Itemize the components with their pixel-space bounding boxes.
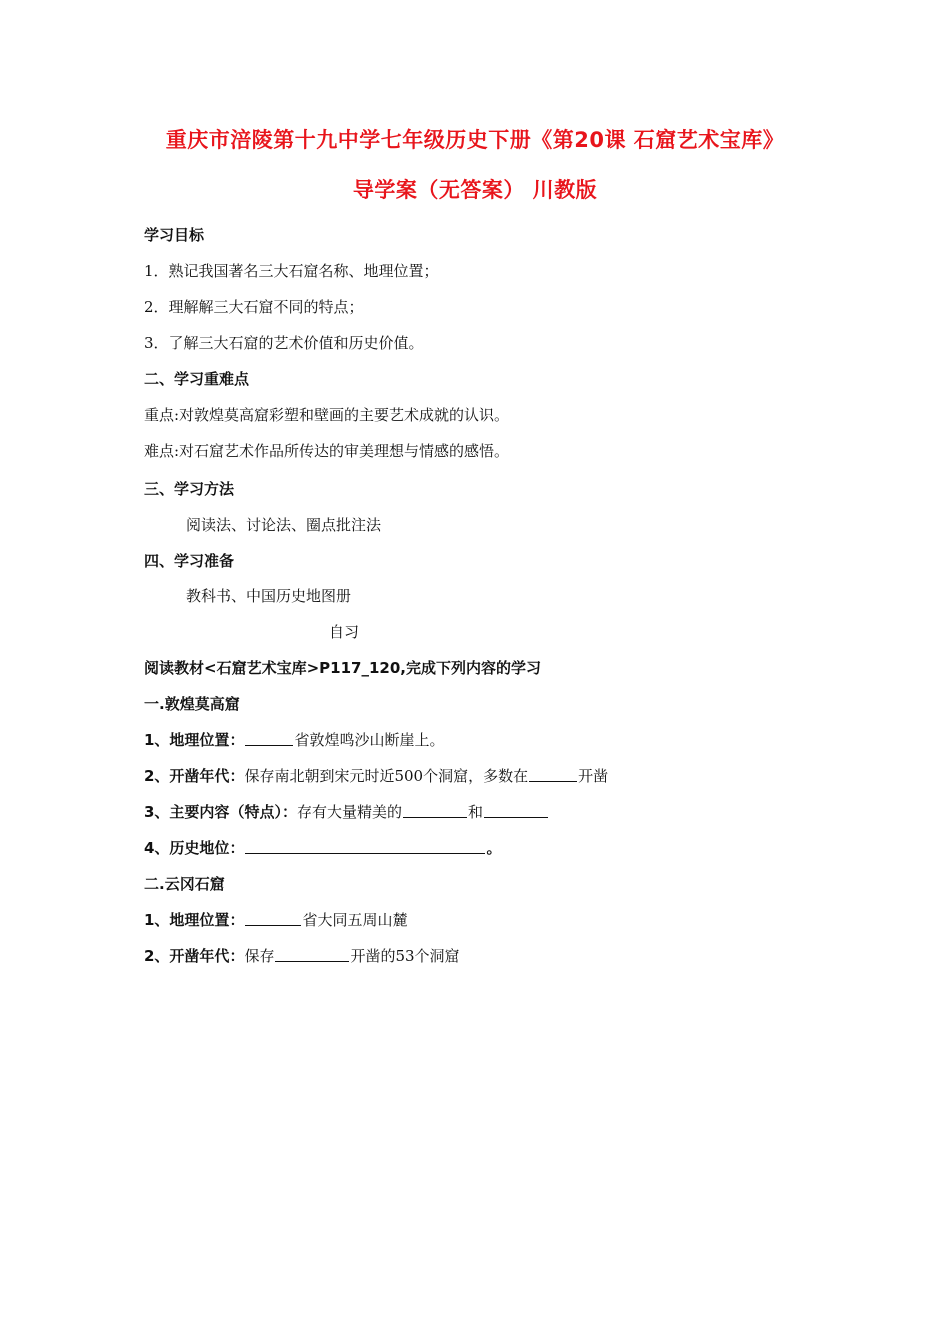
mogao-status-label: 4、历史地位：: [144, 839, 245, 857]
mogao-status-end: 。: [486, 839, 502, 857]
fill-blank[interactable]: [484, 803, 548, 818]
mogao-location: [144, 730, 444, 750]
mogao-content-text-b: 和: [467, 803, 483, 821]
mogao-heading: 一.敦煌莫高窟: [144, 695, 240, 713]
mogao-content: [144, 802, 549, 822]
fill-blank[interactable]: [529, 767, 577, 782]
methods-heading: 三、学习方法: [144, 480, 235, 498]
goal-item-2: 2．理解解三大石窟不同的特点；: [144, 298, 364, 316]
fill-blank[interactable]: [275, 947, 349, 962]
difficulties-heading: 二、学习重难点: [144, 370, 250, 388]
mogao-era-text-a: 保存南北朝到宋元时近500个洞窟，多数在: [244, 767, 529, 785]
goals-heading: 学习目标: [144, 226, 205, 244]
fill-blank[interactable]: [245, 731, 293, 746]
goal-item-3: 3．了解三大石窟的艺术价值和历史价值。: [144, 334, 424, 352]
mogao-status: [144, 838, 501, 858]
preparation-text: 教科书、中国历史地图册: [186, 587, 352, 605]
fill-blank[interactable]: [245, 911, 301, 926]
difficult-point: 难点:对石窟艺术作品所传达的审美理想与情感的感悟。: [144, 442, 510, 460]
yungang-location-text: 省大同五周山麓: [302, 911, 408, 929]
document-title-line2: 导学案（无答案） 川教版: [352, 178, 598, 202]
mogao-location-label: 1、地理位置：: [144, 731, 245, 749]
yungang-era-text-a: 保存: [244, 947, 275, 965]
yungang-location: [144, 910, 407, 930]
mogao-content-text-a: 存有大量精美的: [296, 803, 402, 821]
goal-item-1: 1．熟记我国著名三大石窟名称、地理位置；: [144, 262, 439, 280]
self-study-label: 自习: [329, 623, 360, 641]
key-point: 重点:对敦煌莫高窟彩塑和壁画的主要艺术成就的认识。: [144, 406, 510, 424]
fill-blank[interactable]: [245, 839, 485, 854]
mogao-era: [144, 766, 608, 786]
yungang-heading: 二.云冈石窟: [144, 875, 225, 893]
yungang-era-label: 2、开凿年代：: [144, 947, 245, 965]
yungang-era-text-b: 开凿的53个洞窟: [350, 947, 460, 965]
mogao-era-text-b: 开凿: [578, 767, 609, 785]
fill-blank[interactable]: [403, 803, 467, 818]
document-title-line1: 重庆市涪陵第十九中学七年级历史下册《第20课 石窟艺术宝库》: [165, 128, 785, 152]
mogao-content-label: 3、主要内容（特点）：: [144, 803, 297, 821]
yungang-location-label: 1、地理位置：: [144, 911, 245, 929]
mogao-location-text: 省敦煌鸣沙山断崖上。: [294, 731, 445, 749]
mogao-era-label: 2、开凿年代：: [144, 767, 245, 785]
yungang-era: [144, 946, 460, 966]
preparation-heading: 四、学习准备: [144, 552, 235, 570]
self-study-instruction: 阅读教材<石窟艺术宝库>P117_120,完成下列内容的学习: [144, 659, 541, 677]
methods-text: 阅读法、讨论法、圈点批注法: [186, 516, 382, 534]
